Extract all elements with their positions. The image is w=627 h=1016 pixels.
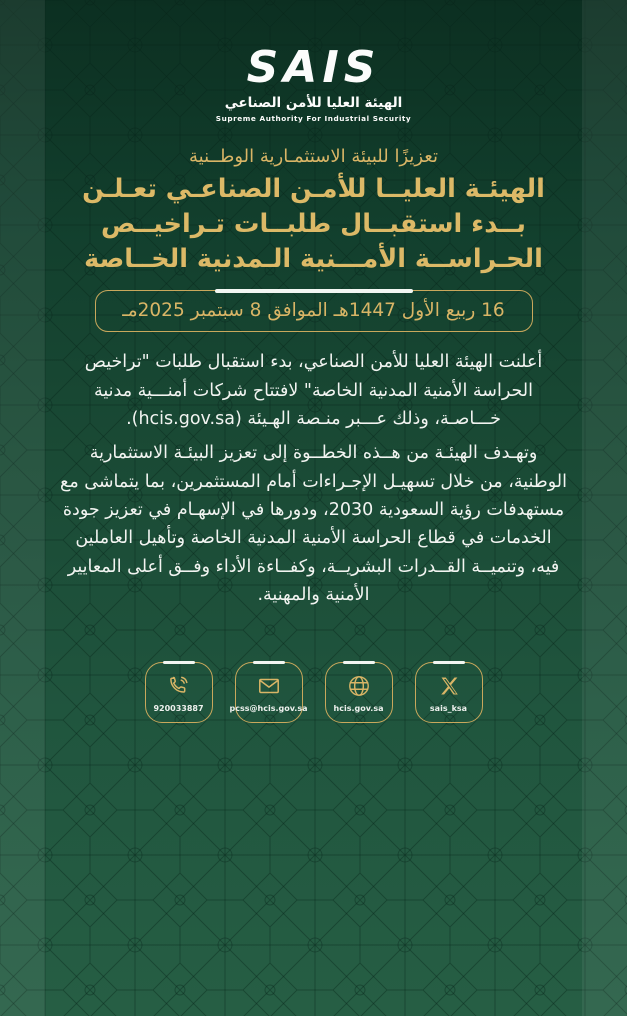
contact-card-x[interactable] xyxy=(415,662,483,723)
x-handle: sais_ksa xyxy=(429,704,468,713)
title-line-3: الحـراســة الأمـــنية الـمدنية الخــاصة xyxy=(84,243,543,274)
x-logo-icon xyxy=(436,673,462,699)
phone-icon xyxy=(166,673,192,699)
announcement-title xyxy=(82,172,545,276)
date-banner xyxy=(95,290,533,332)
phone-number: 920033887 xyxy=(153,704,204,713)
date-banner-top-accent xyxy=(215,289,413,293)
announcement-body xyxy=(60,348,568,615)
card-top-accent xyxy=(433,661,465,664)
kicker-line: تعزيزًا للبيئة الاستثمـارية الوطــنية xyxy=(188,146,439,167)
contact-card-website[interactable] xyxy=(325,662,393,723)
logo-english-name: Supreme Authority For Industrial Security xyxy=(215,114,412,123)
title-line-1: الهيئـة العليــا للأمـن الصناعـي تعـلـن xyxy=(82,174,545,205)
email-address: pcss@hcis.gov.sa xyxy=(229,704,308,713)
email-icon xyxy=(256,673,282,699)
logo-arabic-name: الهيئة العليا للأمن الصناعي xyxy=(224,95,403,111)
title-line-2: بــدء استقبــال طلبــات تـراخيــص xyxy=(101,209,526,240)
website-url: hcis.gov.sa xyxy=(333,704,384,713)
contact-card-phone[interactable] xyxy=(145,662,213,723)
sais-wordmark: SAIS xyxy=(246,42,381,93)
sais-logo xyxy=(215,42,412,123)
card-top-accent xyxy=(163,661,195,664)
hijri-gregorian-date: 16 ربيع الأول 1447هـ الموافق 8 سبتمبر 2025مـ xyxy=(122,300,505,322)
contact-card-email[interactable] xyxy=(229,662,308,723)
globe-icon xyxy=(346,673,372,699)
card-top-accent xyxy=(343,661,375,664)
contact-row xyxy=(145,662,483,723)
body-paragraph-2: وتهـدف الهيئـة من هــذه الخطــوة إلى تعزيز البيئـة الاستثمارية الوطنية، من خلال تسهيـل الإجـراءات أمام المستثمرين، بما يتماشى مع مستهدفات رؤية السعودية 2030، ودورها في الإسهـام في تعزيز جودة الخدمات في قطاع الحراسة الأمنية المدنية الخاصة وتأهيل العاملين فيه، وتنميــة القــدرات البشريــة، وكفــاءة الأداء وفــق أعلى المعايير الأمنية والمهنية. xyxy=(60,443,567,606)
card-top-accent xyxy=(253,661,285,664)
body-paragraph-1: أعلنت الهيئة العليا للأمن الصناعي، بدء استقبال طلبات "تراخيص الحراسة الأمنية المدنية الخاصة" لافتتاح شركات أمنـــية مدنية خـــاصـة، وذلك عـــبر منـصة الهـيئة (hcis.gov.sa). xyxy=(84,352,543,430)
